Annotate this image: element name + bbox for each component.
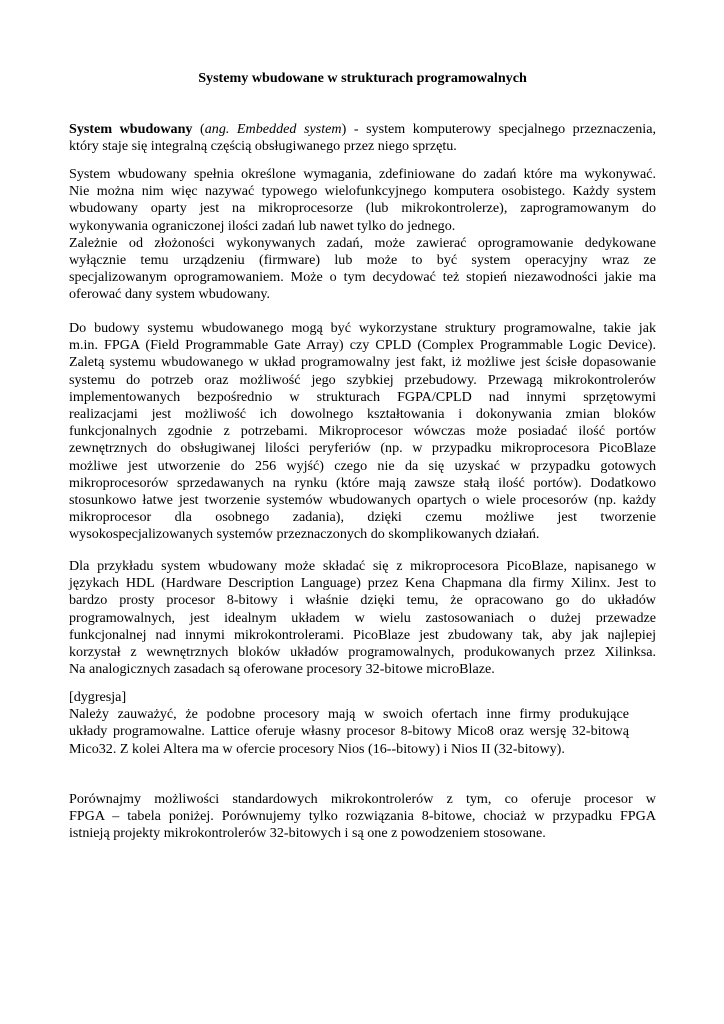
text-line: specjalizowanym oprogramowaniem. Może o tym decydować też stopień niezawodności jakie ma — [69, 269, 656, 286]
definition-line-1: System wbudowany (ang. Embedded system) - system komputerowy specjalnego przeznaczenia, — [69, 121, 657, 137]
paragraph-definition — [69, 121, 656, 155]
paragraph-programmable-structures — [69, 320, 656, 544]
text-line: korzystał z wewnętrznych bloków układów programowalnych, produkowanych przez Xilinksa. — [69, 644, 656, 661]
text-line: realizacjami jest możliwość ich dowolnego kształtowania i dokonywania zmian bloków — [69, 406, 656, 423]
text-line: Dla przykładu system wbudowany może składać się z mikroprocesora PicoBlaze, napisanego w — [69, 558, 656, 574]
text-line: istnieją projekty mikrokontrolerów 32-bitowych i są one z powodzeniem stosowane. — [69, 825, 546, 842]
text-line: wysokospecjalizowanych systemów przeznaczonych do skomplikowanych działań. — [69, 526, 540, 543]
text-line: układy programowalne. Lattice oferuje własny procesor 8-bitowy Mico8 oraz wersję 32-bitową — [69, 723, 629, 740]
paragraph-requirements — [69, 166, 656, 304]
text-line: możliwe jest utworzenie do 256 wyjść) czego nie da się uzyskać w przypadku gotowych — [69, 457, 656, 474]
text-line: Należy zauważyć, że podobne procesory mają w swoich ofertach inne firmy produkujące — [69, 706, 629, 723]
text-line: językach HDL (Hardware Description Language) przez Kena Chapmana dla firmy Xilinx. Jest to — [69, 575, 656, 592]
document-title: Systemy wbudowane w strukturach programowalnych — [198, 70, 527, 86]
text-line: Zaletą systemu wbudowanego w układ programowalny jest fakt, iż możliwe jest ścisłe dopasowanie — [69, 354, 656, 371]
digression-label: [dygresja] — [69, 689, 127, 705]
text-line: wykonywania ograniczonej ilości zadań lub nawet tylko do jednego. — [69, 217, 456, 234]
text-line: funkcjonalnej nad innymi mikrokontrolerami. PicoBlaze jest zbudowany tak, aby jak najlepiej — [69, 626, 656, 643]
text-line: bardzo prosty procesor 8-bitowy i właśnie dzięki temu, że opracowano go do układów — [69, 592, 656, 609]
text-line: Na analogicznych zasadach są oferowane procesory 32-bitowe microBlaze. — [69, 661, 495, 678]
text-line: mikroprocesorów sprzedawanych na rynku (które mają zawsze stałą ilość portów). Dodatkowo — [69, 474, 656, 491]
text-line: oferować dany system wbudowany. — [69, 286, 271, 303]
text-line: Porównajmy możliwości standardowych mikrokontrolerów z tym, co oferuje procesor w — [69, 791, 656, 807]
text-line: wbudowany oparty jest na mikroprocesorze (lub mikrokontrolerze), zaprogramowanym do — [69, 200, 656, 217]
text-line: stosunkowo łatwe jest tworzenie systemów wbudowanych opartych o wiele procesorów (np. każdy — [69, 492, 656, 509]
text-line: System wbudowany spełnia określone wymagania, zdefiniowane do zadań które ma wykonywać. — [69, 166, 656, 182]
paragraph-comparison — [69, 791, 656, 843]
text-line: Zależnie od złożoności wykonywanych zadań, może zawierać oprogramowanie dedykowane — [69, 234, 656, 251]
text-line: Mico32. Z kolei Altera ma w ofercie procesory Nios (16--bitowy) i Nios II (32-bitowy). — [69, 740, 565, 757]
text-line: wyłącznie temu urządzeniu (firmware) lub może to być system operacyjny wraz ze — [69, 252, 656, 269]
text-line: mikroprocesor dla osobnego zadania), dzięki czemu możliwe jest tworzenie — [69, 509, 656, 526]
paragraph-picoblaze — [69, 558, 656, 678]
text-line: funkcjonalnych zgodnie z potrzebami. Mikroprocesor wówczas może posiadać ilość portów — [69, 423, 656, 440]
text-line: FPGA – tabela poniżej. Porównujemy tylko rozwiązania 8-bitowe, chociaż w przypadku FPGA — [69, 808, 656, 825]
text-line: m.in. FPGA (Field Programmable Gate Array) czy CPLD (Complex Programmable Logic Device). — [69, 337, 656, 354]
term-bold: System wbudowany — [69, 121, 193, 137]
text-line: programowalnych, jest idealnym układem w wielu zastosowaniach o dużej przewadze — [69, 609, 656, 626]
definition-line-2: który staje się integralną częścią obsługiwanego przez niego sprzętu. — [69, 138, 457, 155]
text-line: implementowanych bezpośrednio w strukturach FGPA/CPLD nad innymi sprzętowymi — [69, 388, 656, 405]
text-line: Nie można nim więc nazywać typowego wielofunkcyjnego komputera osobistego. Każdy system — [69, 183, 656, 200]
text-line: zewnętrznych do obsługiwanej lilości peryferiów (np. w przypadku mikroprocesora PicoBlaze — [69, 440, 656, 457]
paragraph-digression — [69, 689, 656, 758]
text-line: Do budowy systemu wbudowanego mogą być wykorzystane struktury programowalne, takie jak — [69, 320, 656, 336]
term-english: ang. Embedded system — [204, 121, 342, 137]
text-line: systemu do potrzeb oraz możliwość jego szybkiej przebudowy. Przewagą mikrokontrolerów — [69, 371, 656, 388]
